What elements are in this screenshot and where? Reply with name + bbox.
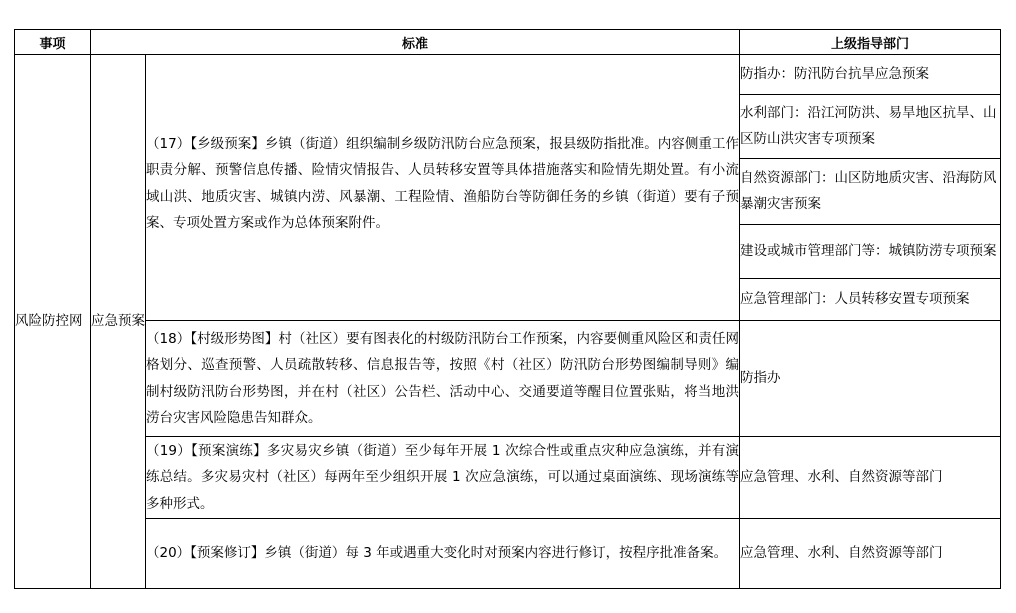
table-row xyxy=(15,437,1001,519)
table-row xyxy=(15,55,1001,95)
header-department: 上级指导部门 xyxy=(740,30,1001,55)
department-cell: 自然资源部门：山区防地质灾害、沿海防风暴潮灾害预案 xyxy=(740,159,1001,225)
table-row xyxy=(15,519,1001,589)
header-item: 事项 xyxy=(15,30,91,55)
header-row xyxy=(15,30,1001,55)
department-cell: 建设或城市管理部门等：城镇防涝专项预案 xyxy=(740,225,1001,279)
subcategory-cell: 应急预案 xyxy=(91,55,146,589)
header-standard: 标准 xyxy=(91,30,740,55)
department-cell: 应急管理部门：人员转移安置专项预案 xyxy=(740,279,1001,321)
standard-cell: （18）【村级形势图】村（社区）要有图表化的村级防汛防台工作预案，内容要侧重风险区和责任网格划分、巡查预警、人员疏散转移、信息报告等，按照《村（社区）防汛防台形势图编制导则》编制村级防汛防台形势图，并在村（社区）公告栏、活动中心、交通要道等醒目位置张贴，将当地洪涝台灾害风险隐患告知群众。 xyxy=(146,321,740,437)
standards-table xyxy=(14,29,1001,589)
department-cell: 防指办：防汛防台抗旱应急预案 xyxy=(740,55,1001,95)
department-cell: 应急管理、水利、自然资源等部门 xyxy=(740,519,1001,589)
standard-cell: （17）【乡级预案】乡镇（街道）组织编制乡级防汛防台应急预案，报县级防指批准。内容侧重工作职责分解、预警信息传播、险情灾情报告、人员转移安置等具体措施落实和险情先期处置。有小流域山洪、地质灾害、城镇内涝、风暴潮、工程险情、渔船防台等防御任务的乡镇（街道）要有子预案、专项处置方案或作为总体预案附件。 xyxy=(146,55,740,321)
table-row xyxy=(15,321,1001,437)
standard-cell: （20）【预案修订】乡镇（街道）每 3 年或遇重大变化时对预案内容进行修订，按程序批准备案。 xyxy=(146,519,740,589)
department-cell: 水利部门：沿江河防洪、易旱地区抗旱、山区防山洪灾害专项预案 xyxy=(740,95,1001,159)
department-cell: 应急管理、水利、自然资源等部门 xyxy=(740,437,1001,519)
standard-cell: （19）【预案演练】多灾易灾乡镇（街道）至少每年开展 1 次综合性或重点灾种应急演练，并有演练总结。多灾易灾村（社区）每两年至少组织开展 1 次应急演练，可以通过桌面演练、现场演练等多种形式。 xyxy=(146,437,740,519)
department-cell: 防指办 xyxy=(740,321,1001,437)
category-cell: 风险防控网 xyxy=(15,55,91,589)
